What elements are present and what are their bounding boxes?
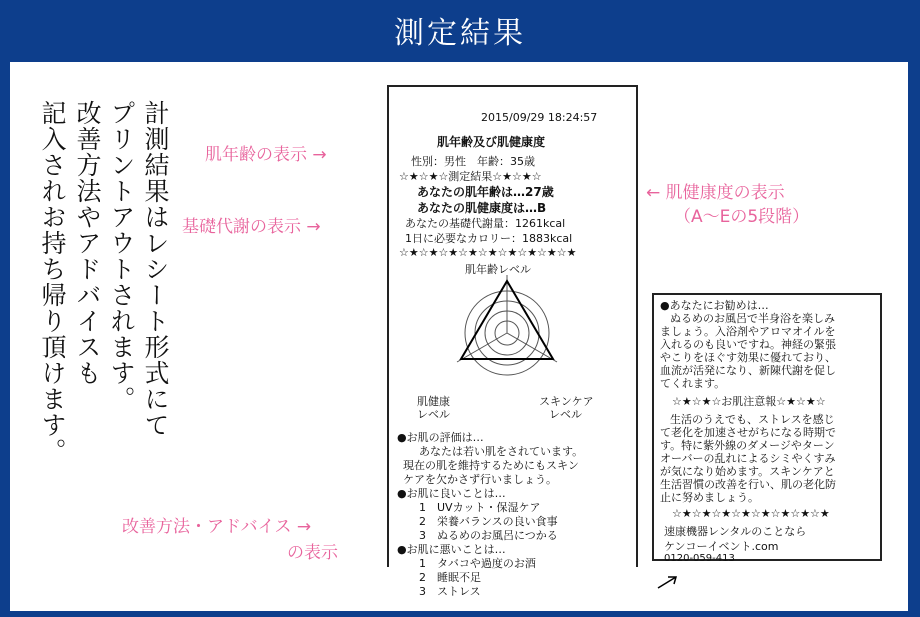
intro-line-2: プリントアウトされます。: [107, 100, 136, 412]
receipt2-caution-6: 生活習慣の改善を行い、肌の老化防: [660, 478, 836, 491]
receipt2-caution-2: て老化を加速させがちになる時期で: [660, 426, 836, 439]
radar-left-axis-1: 肌健康: [417, 395, 450, 408]
receipt-main: [387, 85, 638, 598]
receipt-bad-2: 2 睡眠不足: [419, 571, 481, 584]
radar-left-axis-2: レベル: [417, 408, 450, 421]
receipt2-rec-2: ましょう。入浴剤やアロマオイルを: [660, 325, 836, 338]
receipt2-rec-1: ぬるめのお風呂で半身浴を楽しみ: [670, 312, 835, 325]
receipt2-rec-5: 血流が活発になり、新陳代謝を促し: [660, 364, 836, 377]
receipt-eval-1: あなたは若い肌をされています。: [419, 445, 584, 458]
radar-right-axis-2: レベル: [549, 408, 582, 421]
label-improve-2: の表示: [287, 543, 338, 563]
receipt-heading: 肌年齢及び肌健康度: [437, 135, 546, 149]
radar-chart: [435, 273, 585, 383]
receipt2-rec-3: 入れるのも良いですね。神経の緊張: [660, 338, 836, 351]
receipt-good-3: 3 ぬるめのお風呂につかる: [419, 529, 558, 542]
receipt-good-header: ●お肌に良いことは…: [397, 487, 506, 500]
receipt2-stars: ☆★☆★☆★☆★☆★☆★☆★☆★: [672, 507, 830, 520]
receipt-calorie: 1日に必要なカロリー：1883kcal: [405, 232, 573, 245]
receipt2-phone: 0120-059-413: [664, 553, 735, 564]
label-health-2: （A～Eの5段階）: [674, 207, 810, 227]
receipt-skin-health: あなたの肌健康度は…B: [417, 201, 547, 215]
receipt-result-header: ☆★☆★☆測定結果☆★☆★☆: [399, 170, 542, 183]
receipt-good-2: 2 栄養バランスの良い食事: [419, 515, 558, 528]
intro-line-1: 計測結果はレシート形式にて: [141, 100, 170, 438]
label-skin-age: 肌年齢の表示 →: [205, 145, 327, 165]
label-basal: 基礎代謝の表示 →: [182, 217, 321, 237]
receipt2-caution-3: す。特に紫外線のダメージやターン: [660, 439, 835, 452]
radar-right-axis-1: スキンケア: [539, 395, 594, 408]
receipt-bad-header: ●お肌に悪いことは…: [397, 543, 506, 556]
arrow-icon: [656, 574, 680, 590]
receipt2-rec-6: てくれます。: [660, 377, 726, 390]
receipt-basal: あなたの基礎代謝量：1261kcal: [405, 217, 566, 230]
label-improve-1: 改善方法・アドバイス →: [122, 517, 312, 537]
intro-line-4: 記入されお持ち帰り頂けます。: [38, 100, 67, 464]
receipt2-caution-1: 生活のうえでも、ストレスを感じ: [670, 413, 835, 426]
receipt2-caution-7: 止に努めましょう。: [660, 491, 759, 504]
receipt-bad-3: 3 ストレス: [419, 585, 481, 598]
receipt2-caution-5: が気になり始めます。スキンケアと: [660, 465, 835, 478]
radar-title: 肌年齢レベル: [465, 263, 531, 276]
content-panel: [10, 62, 908, 611]
receipt-good-1: 1 UVカット・保湿ケア: [419, 501, 541, 514]
label-health-1: ← 肌健康度の表示: [646, 183, 785, 203]
receipt2-caution-header: ☆★☆★☆お肌注意報☆★☆★☆: [672, 395, 826, 408]
receipt-bad-1: 1 タバコや過度のお酒: [419, 557, 536, 570]
receipt2-rec-header: ●あなたにお勧めは…: [660, 299, 769, 312]
receipt-gender-age: 性別：男性 年齢：35歳: [411, 155, 535, 168]
receipt-stars: ☆★☆★☆★☆★☆★☆★☆★☆★☆★: [399, 246, 577, 259]
receipt2-caution-4: オーバーの乱れによるシミやくすみ: [660, 452, 836, 465]
receipt2-rec-4: やこりをほぐす効果に優れており、: [660, 351, 836, 364]
receipt2-shop-2: ケンコーイベント.com: [664, 540, 779, 553]
receipt-eval-3: ケアを欠かさず行いましょう。: [403, 473, 557, 486]
receipt-datetime: 2015/09/29 18:24:57: [481, 111, 598, 124]
intro-line-3: 改善方法やアドバイスも: [73, 100, 102, 386]
receipt-skin-age: あなたの肌年齢は…27歳: [417, 185, 554, 199]
page-title: 測定結果: [394, 16, 526, 51]
receipt2-shop-1: 速康機器レンタルのことなら: [664, 525, 807, 538]
radar-axis: [507, 333, 557, 362]
radar-axis: [457, 333, 507, 362]
receipt-eval-header: ●お肌の評価は…: [397, 431, 484, 444]
receipt-continued: [652, 293, 882, 564]
receipt-eval-2: 現在の肌を維持するためにもスキン: [403, 459, 579, 472]
